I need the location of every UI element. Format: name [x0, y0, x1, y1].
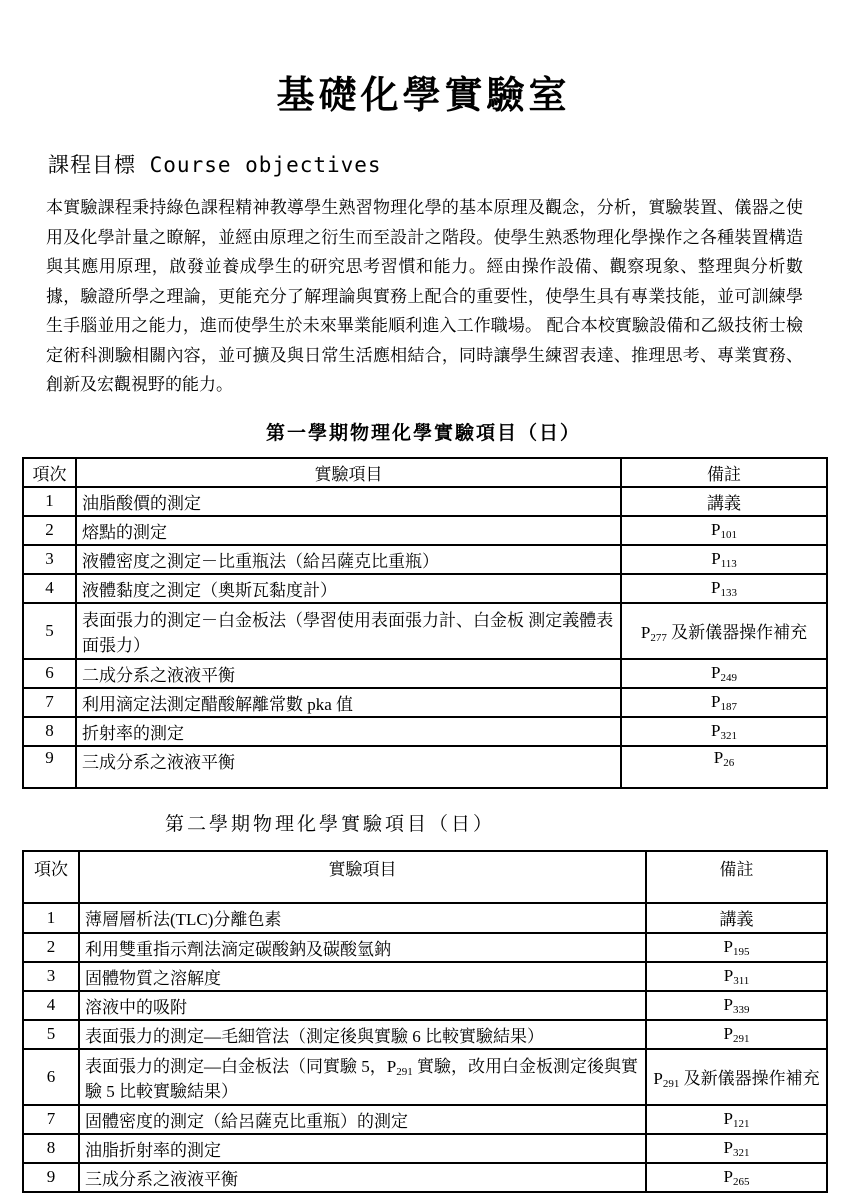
cell-item-number: 5 — [23, 1020, 79, 1049]
cell-item-number: 9 — [23, 1163, 79, 1192]
text-segment: P — [711, 520, 721, 539]
page-number-subscript: 133 — [720, 587, 737, 599]
page-number-subscript: 291 — [732, 1033, 750, 1045]
text-segment: 利用滴定法測定醋酸解離常數 pka 值 — [82, 694, 354, 714]
cell-remark — [621, 659, 827, 688]
text-segment: P — [640, 623, 651, 642]
cell-item-number: 4 — [23, 574, 76, 603]
semester1-experiment-table — [22, 457, 828, 789]
text-segment: 及新儀器操作補充 — [679, 1069, 820, 1088]
table-row — [23, 487, 827, 516]
cell-item-number: 5 — [23, 603, 76, 659]
cell-remark — [621, 746, 827, 788]
table-row — [23, 746, 827, 788]
cell-item-number: 1 — [23, 903, 79, 933]
cell-experiment-name — [79, 1049, 646, 1105]
cell-experiment-name — [76, 487, 621, 516]
text-segment: 講義 — [719, 910, 754, 929]
text-segment: P — [723, 1167, 733, 1186]
course-objectives-paragraph: 本實驗課程秉持綠色課程精神教導學生熟習物理化學的基本原理及觀念，分析，實驗裝置、儀器之使用及化學計量之瞭解，並經由原理之衍生而至設計之階段。使學生熟悉物理化學操作之各種裝置構造與其應用原理，啟發並養成學生的研究思考習慣和能力。經由操作設備、觀察現象、整理與分析數據，驗證所學之理論，更能充分了解理論與實務上配合的重要性，使學生具有專業技能，並可訓練學生手腦並用之能力，進而使學生於未來畢業能順利進入工作職場。 配合本校實驗設備和乙級技術士檢定術科測驗相關內容，並可擴及與日常生活應相結合，同時讓學生練習表達、推理思考、專業實務、創新及宏觀視野的能力。 — [46, 198, 803, 394]
page-number-subscript: 101 — [720, 529, 737, 541]
cell-remark — [621, 545, 827, 574]
table-row — [23, 1134, 827, 1163]
table-row — [23, 962, 827, 991]
cell-item-number: 1 — [23, 487, 76, 516]
column-header: 實驗項目 — [76, 458, 621, 487]
cell-experiment-name — [76, 574, 621, 603]
cell-remark — [646, 1020, 827, 1049]
cell-remark — [621, 516, 827, 545]
text-segment: 表面張力的測定—白金板法（同實驗 5，P — [85, 1056, 397, 1076]
page-number-subscript: 311 — [733, 975, 750, 987]
course-objectives-heading: 課程目標 Course objectives — [48, 153, 382, 177]
cell-remark — [646, 903, 827, 933]
cell-experiment-name — [76, 746, 621, 788]
text-segment: P — [711, 692, 721, 711]
table-header — [23, 458, 827, 487]
text-segment: P — [711, 663, 721, 682]
table-row — [23, 1105, 827, 1134]
cell-remark — [646, 962, 827, 991]
cell-experiment-name — [79, 1163, 646, 1192]
cell-item-number: 7 — [23, 688, 76, 717]
cell-remark — [646, 1163, 827, 1192]
table-row — [23, 574, 827, 603]
cell-item-number: 3 — [23, 545, 76, 574]
cell-item-number: 8 — [23, 717, 76, 746]
cell-experiment-name — [76, 545, 621, 574]
text-segment: 三成分系之液液平衡 — [85, 1169, 238, 1189]
page-number-subscript: 321 — [720, 730, 737, 742]
text-segment: P — [653, 1069, 663, 1088]
cell-experiment-name — [76, 603, 621, 659]
table-row — [23, 1049, 827, 1105]
cell-remark — [646, 1105, 827, 1134]
text-segment: P — [723, 937, 733, 956]
cell-experiment-name — [79, 1134, 646, 1163]
text-segment: 實驗，改用白金板測定後與實驗 5 比較實驗結果） — [85, 1056, 638, 1101]
cell-remark — [621, 688, 827, 717]
header-row — [23, 458, 827, 487]
text-segment: P — [711, 549, 721, 568]
page-number-subscript: 121 — [732, 1118, 750, 1130]
cell-remark — [646, 991, 827, 1020]
text-segment: 固體密度的測定（給呂薩克比重瓶）的測定 — [85, 1111, 408, 1131]
cell-item-number: 2 — [23, 516, 76, 545]
cell-experiment-name — [76, 717, 621, 746]
text-segment: 表面張力的測定—毛細管法（測定後與實驗 6 比較實驗結果） — [85, 1026, 544, 1046]
cell-item-number: 9 — [23, 746, 76, 788]
cell-experiment-name — [76, 516, 621, 545]
text-segment: 表面張力的測定－白金板法（學習使用表面張力計、白金板 測定義體表面張力） — [82, 610, 614, 655]
cell-item-number: 6 — [23, 659, 76, 688]
header-row — [23, 851, 827, 903]
page-number-subscript: 265 — [732, 1176, 750, 1188]
cell-item-number: 3 — [23, 962, 79, 991]
cell-experiment-name — [76, 688, 621, 717]
cell-item-number: 4 — [23, 991, 79, 1020]
table-header — [23, 851, 827, 903]
cell-item-number: 8 — [23, 1134, 79, 1163]
table-row — [23, 991, 827, 1020]
page-number-subscript: 321 — [732, 1147, 750, 1159]
cell-experiment-name — [79, 1020, 646, 1049]
text-segment: 熔點的測定 — [82, 522, 167, 542]
cell-experiment-name — [76, 659, 621, 688]
table-row — [23, 688, 827, 717]
cell-remark — [621, 603, 827, 659]
text-segment: 液體密度之測定－比重瓶法（給呂薩克比重瓶） — [82, 551, 439, 571]
text-segment: 二成分系之液液平衡 — [82, 665, 235, 685]
text-segment: 固體物質之溶解度 — [85, 968, 221, 988]
page-number-subscript: 249 — [720, 672, 737, 684]
table-row — [23, 717, 827, 746]
page-number-subscript: 187 — [720, 701, 737, 713]
text-segment: P — [713, 747, 724, 767]
text-segment: P — [711, 721, 721, 740]
page-number-subscript: 277 — [650, 632, 667, 644]
page-number-subscript: 291 — [662, 1078, 680, 1090]
column-header: 實驗項目 — [79, 851, 646, 903]
page-number-subscript: 339 — [732, 1004, 750, 1016]
table-body — [23, 487, 827, 788]
column-header: 備註 — [621, 458, 827, 487]
text-segment: P — [723, 1138, 733, 1157]
page-number-subscript: 195 — [732, 946, 750, 958]
page-number-subscript: 26 — [723, 756, 735, 769]
cell-experiment-name — [79, 962, 646, 991]
column-header: 備註 — [646, 851, 827, 903]
cell-remark — [646, 1134, 827, 1163]
cell-experiment-name — [79, 991, 646, 1020]
table-row — [23, 545, 827, 574]
cell-experiment-name — [79, 933, 646, 962]
text-segment: 溶液中的吸附 — [85, 997, 187, 1017]
table-row — [23, 1163, 827, 1192]
page-number-subscript: 291 — [396, 1065, 413, 1078]
cell-experiment-name — [79, 1105, 646, 1134]
text-segment: 利用雙重指示劑法滴定碳酸鈉及碳酸氫鈉 — [85, 939, 391, 959]
table-row — [23, 933, 827, 962]
page-title: 基礎化學實驗室 — [276, 75, 571, 117]
table-row — [23, 1020, 827, 1049]
cell-item-number: 6 — [23, 1049, 79, 1105]
semester2-table-heading: 第二學期物理化學實驗項目（日） — [165, 813, 496, 835]
table-row — [23, 516, 827, 545]
text-segment: 油脂折射率的測定 — [85, 1140, 221, 1160]
column-header: 項次 — [23, 458, 76, 487]
text-segment: 油脂酸價的測定 — [82, 493, 201, 513]
cell-remark — [621, 487, 827, 516]
text-segment: 講義 — [707, 493, 741, 513]
cell-experiment-name — [79, 903, 646, 933]
text-segment: P — [711, 578, 721, 597]
cell-remark — [646, 1049, 827, 1105]
table-row — [23, 903, 827, 933]
cell-remark — [621, 574, 827, 603]
text-segment: 及新儀器操作補充 — [666, 623, 808, 642]
cell-remark — [646, 933, 827, 962]
semester2-experiment-table — [22, 850, 828, 1193]
table-row — [23, 659, 827, 688]
table-row — [23, 603, 827, 659]
text-segment: 液體黏度之測定（奧斯瓦黏度計） — [82, 580, 337, 600]
cell-item-number: 7 — [23, 1105, 79, 1134]
text-segment: 折射率的測定 — [82, 723, 184, 743]
text-segment: P — [723, 995, 733, 1014]
text-segment: 三成分系之液液平衡 — [82, 752, 235, 772]
text-segment: P — [723, 1024, 733, 1043]
table-body — [23, 903, 827, 1192]
text-segment: P — [723, 966, 734, 985]
page-number-subscript: 113 — [720, 558, 737, 570]
text-segment: P — [723, 1109, 733, 1128]
cell-item-number: 2 — [23, 933, 79, 962]
cell-remark — [621, 717, 827, 746]
column-header: 項次 — [23, 851, 79, 903]
text-segment: 薄層層析法(TLC)分離色素 — [85, 910, 282, 929]
semester1-table-heading: 第一學期物理化學實驗項目（日） — [265, 422, 581, 444]
